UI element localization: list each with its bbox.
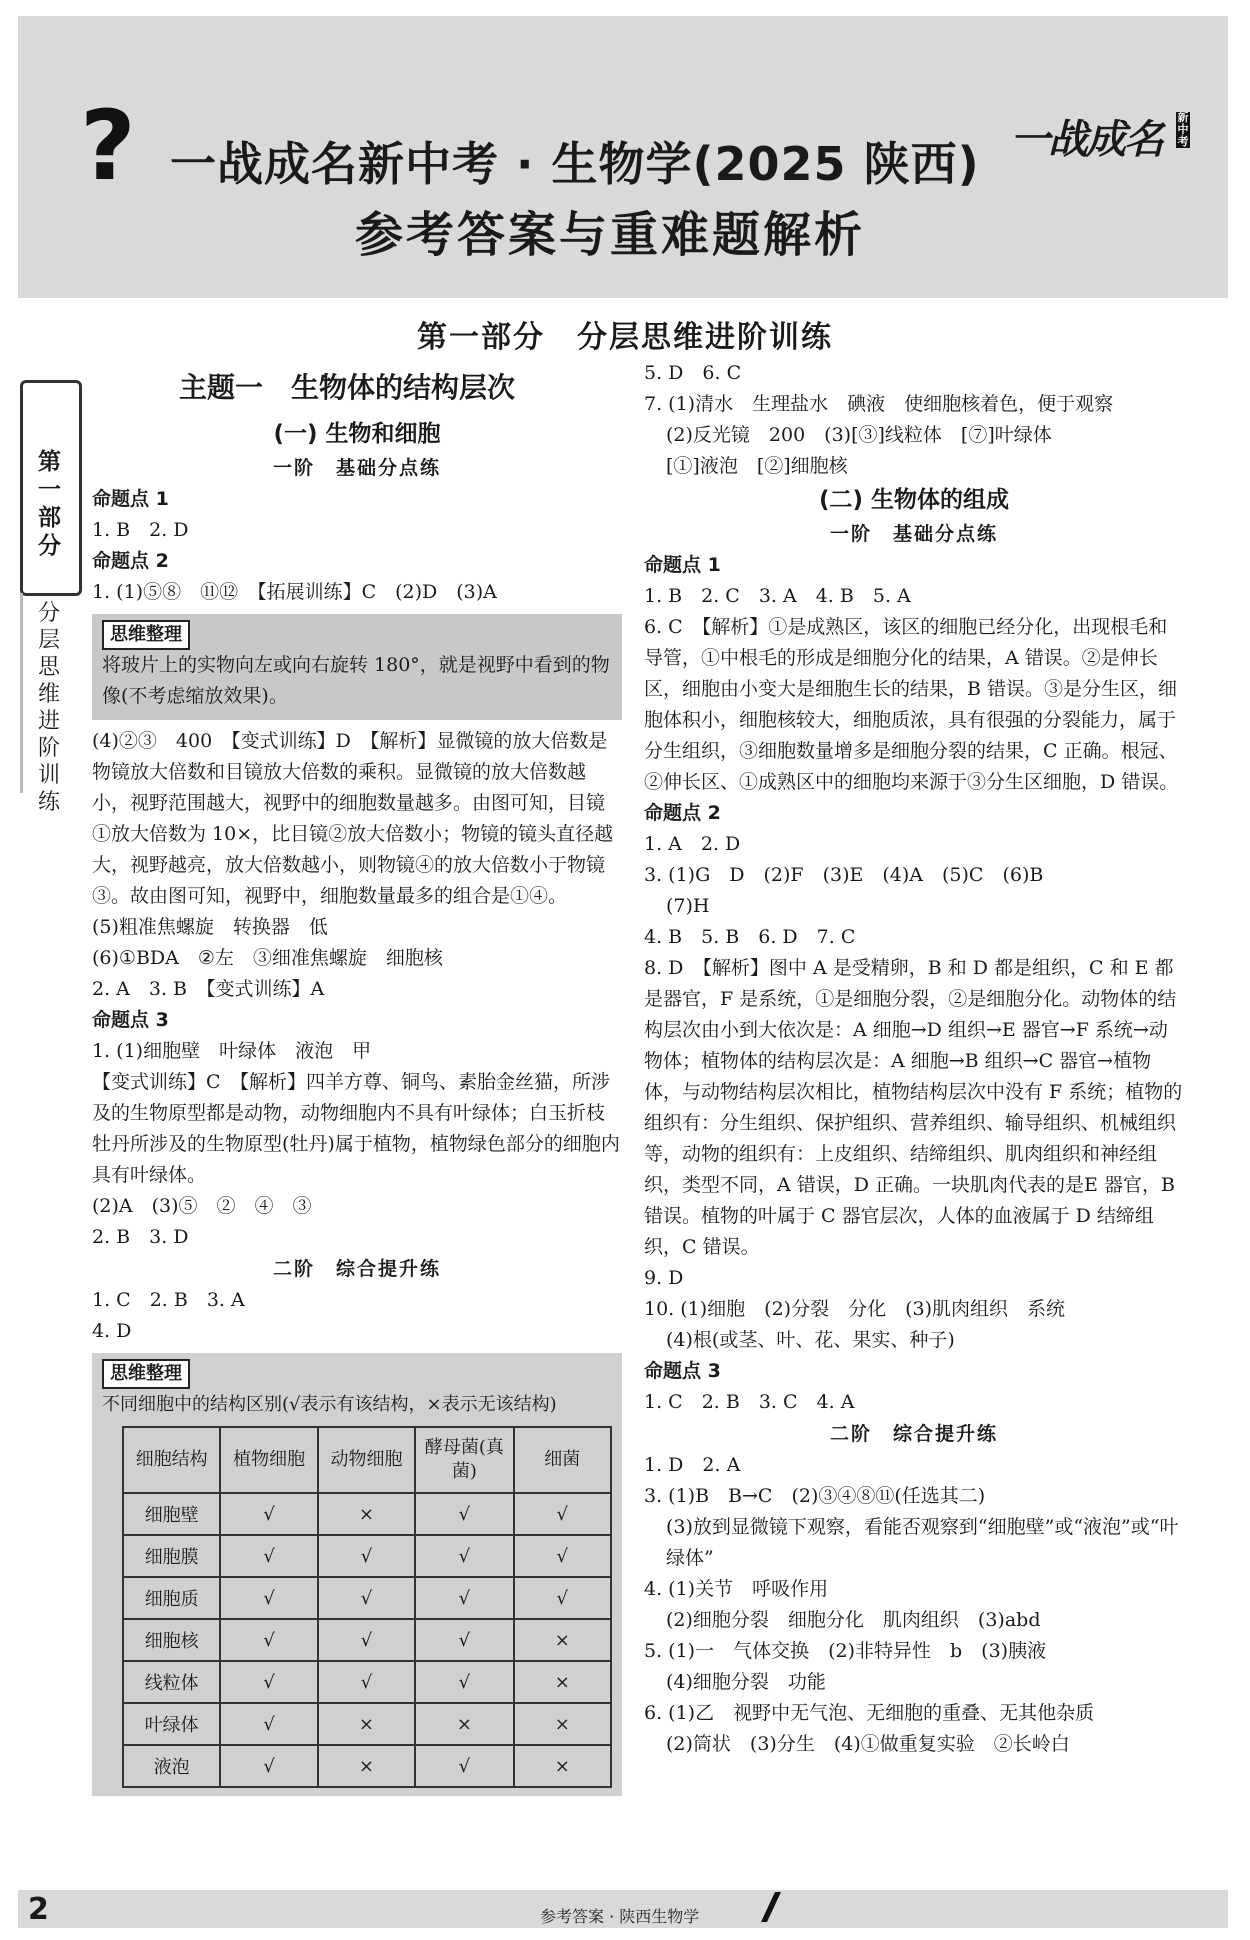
table-cell: √ — [318, 1577, 415, 1619]
table-cell: × — [318, 1493, 415, 1535]
table-cell: √ — [220, 1493, 317, 1535]
table-header: 细胞结构 — [123, 1427, 220, 1493]
table-cell: √ — [415, 1493, 513, 1535]
table-cell: 细胞质 — [123, 1577, 220, 1619]
book-title: 一战成名新中考 · 生物学(2025 陕西) — [170, 137, 980, 191]
stage-heading: 二阶 综合提升练 — [272, 1258, 441, 1280]
answer-line: (2)反光镜 200 (3)[③]线粒体 [⑦]叶绿体 — [666, 424, 1052, 446]
side-divider — [20, 593, 23, 793]
table-cell: √ — [318, 1619, 415, 1661]
side-label: 分层思维进阶训练 — [38, 601, 61, 815]
answer-line: (5)粗准焦螺旋 转换器 低 — [92, 916, 328, 938]
think-tag: 思维整理 — [102, 620, 190, 650]
stage-heading: 二阶 综合提升练 — [829, 1423, 998, 1445]
part-title: 第一部分 分层思维进阶训练 — [417, 320, 833, 355]
answer-line: 1. C 2. B 3. A — [92, 1289, 245, 1311]
table-cell: √ — [415, 1661, 513, 1703]
structure-table — [122, 1426, 612, 1788]
table-cell: × — [514, 1703, 611, 1745]
answer-paragraph: 【变式训练】C 【解析】四羊方尊、铜鸟、素胎金丝猫，所涉及的生物原型都是动物，动物细胞内不具有叶绿体；白玉折枝牡丹所涉及的生物原型(牡丹)属于植物，植物绿色部分的细胞内具有叶绿体。 — [92, 1071, 620, 1186]
left-column — [92, 360, 622, 1802]
table-header: 动物细胞 — [318, 1427, 415, 1493]
table-cell: × — [514, 1745, 611, 1787]
answer-line: 2. A 3. B 【变式训练】A — [92, 978, 325, 1000]
table-row — [123, 1619, 611, 1661]
stage-heading: 一阶 基础分点练 — [829, 523, 998, 545]
answer-paragraph: 8. D 【解析】图中 A 是受精卵，B 和 D 都是组织，C 和 E 都是器官，F 是系统，①是细胞分裂，②是细胞分化。动物体的结构层次由小到大依次是：A 细胞→D 组织→E 器官→F 系统→动物体；植物体的结构层次是：A 细胞→B 组织→C 器官→植物体，与动物结构层次相比，植物结构层次中没有 F 系统；植物的组织有：分生组织、保护组织、营养组织、输导组织、机械组织等，动物的组织有：上皮组织、结缔组织、肌肉组织和神经组织，类型不同，A 错误，D 正确。一块肌肉代表的是E 器官，B 错误。植物的叶属于 C 器官层次，人体的血液属于 D 结缔组织，C 错误。 — [644, 957, 1183, 1258]
table-cell: √ — [514, 1535, 611, 1577]
side-tab-text: 第一部分 — [38, 449, 61, 559]
answer-line: 2. B 3. D — [92, 1226, 189, 1248]
point-heading: 命题点 2 — [92, 550, 169, 572]
table-cell: 细胞膜 — [123, 1535, 220, 1577]
topic-heading: 主题一 生物体的结构层次 — [178, 371, 515, 404]
table-header: 植物细胞 — [220, 1427, 317, 1493]
table-cell: √ — [220, 1745, 317, 1787]
table-header: 细菌 — [514, 1427, 611, 1493]
answer-line: 4. D — [92, 1320, 132, 1342]
think-box — [92, 614, 622, 720]
answer-line: 5. D 6. C — [644, 362, 742, 384]
table-cell: √ — [220, 1703, 317, 1745]
answer-line: 1. B 2. C 3. A 4. B 5. A — [644, 585, 911, 607]
answer-line: (2)细胞分裂 细胞分化 肌肉组织 (3)abd — [666, 1609, 1041, 1631]
answer-line: (6)①BDA ②左 ③细准焦螺旋 细胞核 — [92, 947, 443, 969]
think-box-table — [92, 1353, 622, 1796]
table-row — [123, 1703, 611, 1745]
point-heading: 命题点 3 — [644, 1360, 721, 1382]
answer-title: 参考答案与重难题解析 — [355, 207, 866, 263]
table-cell: × — [318, 1745, 415, 1787]
section-heading: (一) 生物和细胞 — [273, 421, 441, 447]
answer-line: 1. B 2. D — [92, 519, 189, 541]
answer-paragraph: 6. C 【解析】①是成熟区，该区的细胞已经分化，出现根毛和导管，①中根毛的形成是细胞分化的结果，A 错误。②是伸长区，细胞由小变大是细胞生长的结果，B 错误。③是分生区，细胞体积小，细胞核较大，细胞质浓，具有很强的分裂能力，属于分生组织，③细胞数量增多是细胞分裂的结果，C 正确。根冠、②伸长区、①成熟区中的细胞均来源于③分生区细胞，D 错误。 — [644, 616, 1179, 793]
question-mark-icon: ? — [80, 90, 136, 202]
table-cell: √ — [514, 1577, 611, 1619]
table-row — [123, 1661, 611, 1703]
right-column — [644, 358, 1184, 1760]
table-cell: √ — [514, 1493, 611, 1535]
answer-line: 10. (1)细胞 (2)分裂 分化 (3)肌肉组织 系统 — [644, 1298, 1065, 1320]
answer-line: 1. C 2. B 3. C 4. A — [644, 1391, 855, 1413]
answer-line: (2)筒状 (3)分生 (4)①做重复实验 ②长岭白 — [666, 1733, 1070, 1755]
point-heading: 命题点 1 — [92, 488, 169, 510]
answer-line: 1. D 2. A — [644, 1454, 741, 1476]
answer-paragraph: (4)②③ 400 【变式训练】D 【解析】显微镜的放大倍数是物镜放大倍数和目镜放大倍数的乘积。显微镜的放大倍数越小，视野范围越大，视野中的细胞数量越多。由图可知，目镜①放大倍数为 10×，比目镜②放大倍数小；物镜的镜头直径越大，视野越亮，放大倍数越小，则物镜④的放大倍数小于物镜③。故由图可知，视野中，细胞数量最多的组合是①④。 — [92, 730, 614, 907]
answer-line: (4)根(或茎、叶、花、果实、种子) — [666, 1329, 955, 1351]
table-cell: × — [514, 1661, 611, 1703]
answer-line: (7)H — [666, 895, 710, 917]
answer-paragraph: (3)放到显微镜下观察，看能否观察到“细胞壁”或“液泡”或“叶绿体” — [666, 1516, 1179, 1569]
brand-sub: 新中考 — [1177, 111, 1189, 148]
answer-line: 6. (1)乙 视野中无气泡、无细胞的重叠、无其他杂质 — [644, 1702, 1095, 1724]
point-heading: 命题点 3 — [92, 1009, 169, 1031]
section-heading: (二) 生物体的组成 — [818, 487, 1010, 513]
table-cell: √ — [220, 1535, 317, 1577]
answer-line: 1. A 2. D — [644, 833, 741, 855]
answer-line: 1. (1)细胞壁 叶绿体 液泡 甲 — [92, 1040, 372, 1062]
table-cell: 细胞核 — [123, 1619, 220, 1661]
answer-line: 3. (1)G D (2)F (3)E (4)A (5)C (6)B — [644, 864, 1044, 886]
table-cell: × — [318, 1703, 415, 1745]
answer-line: 5. (1)一 气体交换 (2)非特异性 b (3)胰液 — [644, 1640, 1047, 1662]
point-heading: 命题点 2 — [644, 802, 721, 824]
table-row — [123, 1745, 611, 1787]
table-row — [123, 1493, 611, 1535]
table-header: 酵母菌(真菌) — [415, 1427, 513, 1493]
table-caption: 不同细胞中的结构区别(√表示有该结构，×表示无该结构) — [102, 1394, 557, 1415]
table-cell: × — [514, 1619, 611, 1661]
footer-text: 参考答案 · 陕西生物学 — [540, 1907, 700, 1926]
table-cell: 液泡 — [123, 1745, 220, 1787]
table-row — [123, 1535, 611, 1577]
table-row — [123, 1577, 611, 1619]
answer-line: 7. (1)清水 生理盐水 碘液 使细胞核着色，便于观察 — [644, 393, 1114, 415]
answer-line: (2)A (3)⑤ ② ④ ③ — [92, 1195, 312, 1217]
think-tag: 思维整理 — [102, 1359, 190, 1389]
brand-logo: 一战成名 — [1010, 117, 1162, 163]
table-cell: × — [415, 1703, 513, 1745]
answer-line: 3. (1)B B→C (2)③④⑧⑪(任选其二) — [644, 1485, 986, 1507]
table-cell: √ — [318, 1535, 415, 1577]
table-cell: √ — [220, 1661, 317, 1703]
answer-line: 4. B 5. B 6. D 7. C — [644, 926, 856, 948]
table-cell: √ — [220, 1577, 317, 1619]
table-cell: √ — [415, 1745, 513, 1787]
think-text: 将玻片上的实物向左或向右旋转 180°，就是视野中看到的物像(不考虑缩放效果)。 — [102, 654, 610, 707]
page-number: 2 — [28, 1892, 49, 1927]
answer-line: 4. (1)关节 呼吸作用 — [644, 1578, 829, 1600]
answer-line: (4)细胞分裂 功能 — [666, 1671, 826, 1693]
table-cell: √ — [318, 1661, 415, 1703]
answer-line: 9. D — [644, 1267, 684, 1289]
answer-line: [①]液泡 [②]细胞核 — [666, 455, 848, 477]
point-heading: 命题点 1 — [644, 554, 721, 576]
table-cell: √ — [415, 1577, 513, 1619]
table-cell: √ — [415, 1535, 513, 1577]
table-cell: 叶绿体 — [123, 1703, 220, 1745]
table-cell: 细胞壁 — [123, 1493, 220, 1535]
table-cell: √ — [415, 1619, 513, 1661]
table-cell: √ — [220, 1619, 317, 1661]
answer-line: 1. (1)⑤⑧ ⑪⑫ 【拓展训练】C (2)D (3)A — [92, 581, 497, 603]
table-cell: 线粒体 — [123, 1661, 220, 1703]
stage-heading: 一阶 基础分点练 — [272, 457, 441, 479]
